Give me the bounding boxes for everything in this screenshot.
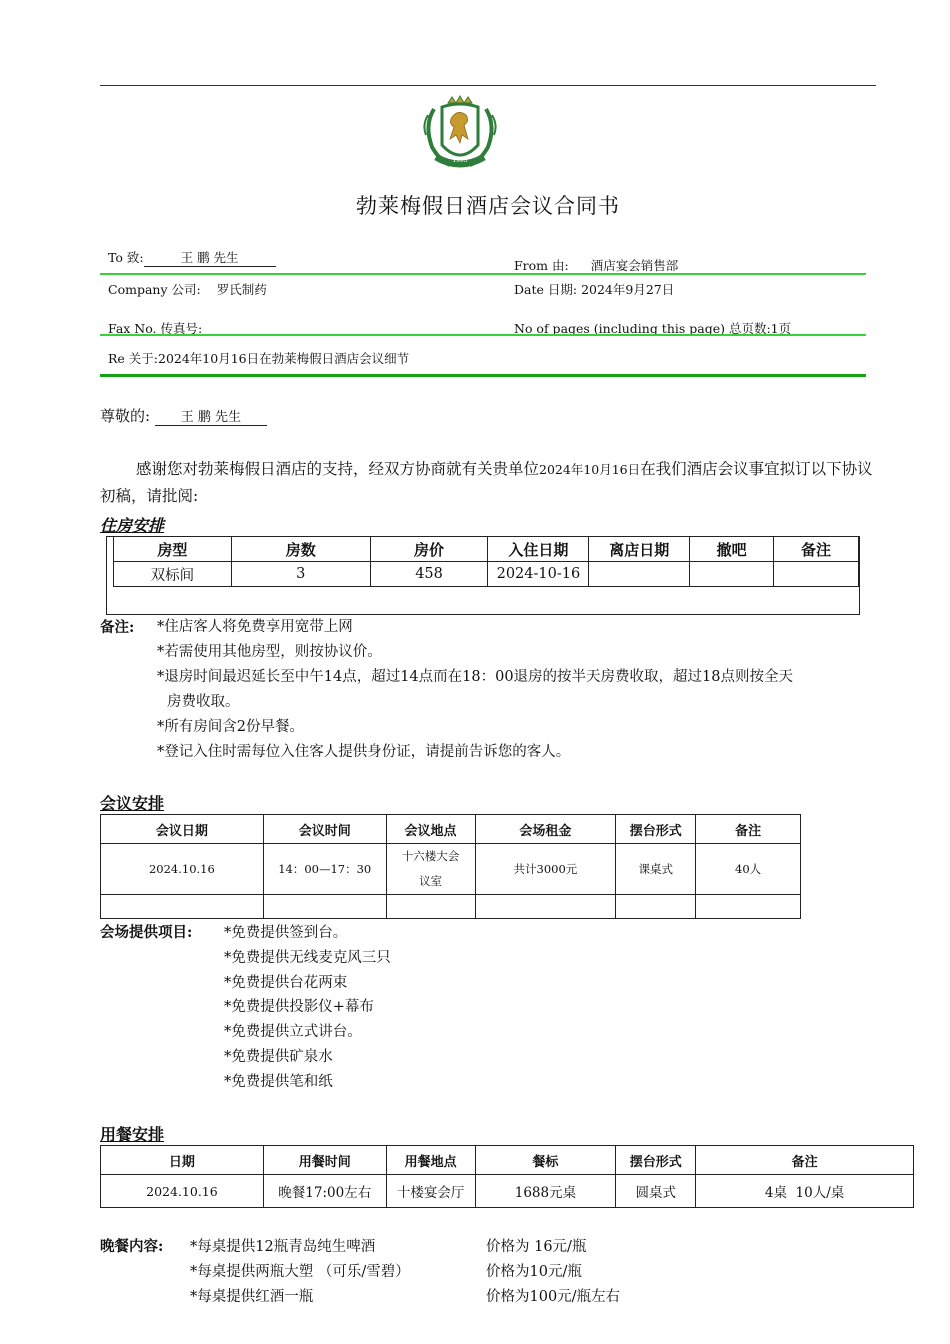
from-label: From 由: xyxy=(514,258,569,273)
dining-heading: 用餐安排 xyxy=(100,1125,165,1144)
column-header: 用餐时间 xyxy=(263,1146,386,1175)
table-header-row xyxy=(101,1146,914,1175)
table-header-row xyxy=(114,537,859,562)
column-header: 房价 xyxy=(370,537,488,562)
table-row xyxy=(114,562,859,587)
column-header: 房数 xyxy=(231,537,370,562)
intro-date: 2024年10月16日 xyxy=(539,462,641,477)
salutation xyxy=(100,405,267,426)
column-header: 备注 xyxy=(696,1146,914,1175)
crest-icon xyxy=(418,95,502,173)
intro-text: 感谢您对勃莱梅假日酒店的支持，经双方协商就有关贵单位 xyxy=(136,460,540,478)
table-cell: 晚餐17:00左右 xyxy=(263,1175,386,1208)
note-item: *登记入住时需每位入住客人提供身份证，请提前告诉您的客人。 xyxy=(157,744,571,760)
list-item: *每桌提供12瓶青岛纯生啤酒 xyxy=(190,1239,376,1255)
meeting-table xyxy=(100,814,801,919)
dinner-label: 晚餐内容: xyxy=(100,1238,164,1255)
to-value: 王 鹏 先生 xyxy=(144,248,276,267)
date-line xyxy=(514,280,674,298)
date-value: 2024年9月27日 xyxy=(581,282,675,297)
list-item: *每桌提供红酒一瓶 xyxy=(190,1288,314,1305)
table-cell: 课桌式 xyxy=(616,844,696,895)
table-cell: 2024.10.16 xyxy=(101,844,264,895)
table-cell: 十六楼大会议室 xyxy=(386,844,475,895)
price-item: 价格为 16元/瓶 xyxy=(486,1239,587,1255)
column-header: 备注 xyxy=(774,537,859,562)
price-item: 价格为100元/瓶左右 xyxy=(486,1288,621,1305)
re-line xyxy=(108,349,409,367)
rooms-notes-label: 备注: xyxy=(100,619,135,636)
list-item: *免费提供矿泉水 xyxy=(224,1048,333,1065)
table-cell: 2024-10-16 xyxy=(488,562,589,587)
to-label: To 致: xyxy=(108,250,144,265)
list-item: *免费提供签到台。 xyxy=(224,925,348,941)
list-item: *免费提供无线麦克风三只 xyxy=(224,949,391,966)
list-item: *免费提供立式讲台。 xyxy=(224,1024,362,1041)
column-header: 入住日期 xyxy=(488,537,589,562)
column-header: 备注 xyxy=(696,815,801,844)
rooms-table xyxy=(113,536,859,587)
dining-table xyxy=(100,1145,914,1208)
table-cell: 14：00—17：30 xyxy=(263,844,386,895)
venue-list xyxy=(224,921,391,1095)
table-cell xyxy=(690,562,774,587)
header-bottom-rule xyxy=(100,374,866,377)
table-cell: 共计3000元 xyxy=(475,844,616,895)
fax-label: Fax No. 传真号: xyxy=(108,321,203,336)
date-label: Date 日期: xyxy=(514,282,578,297)
note-item: 房费收取。 xyxy=(167,694,240,710)
column-header: 餐标 xyxy=(475,1146,616,1175)
column-header: 用餐地点 xyxy=(386,1146,475,1175)
note-item: *住店客人将免费享用宽带上网 xyxy=(157,619,353,635)
company-value: 罗氏制药 xyxy=(216,282,267,297)
table-row xyxy=(101,844,801,895)
list-item: *免费提供笔和纸 xyxy=(224,1073,333,1090)
table-cell: 1688元桌 xyxy=(475,1175,616,1208)
from-line xyxy=(514,256,678,274)
column-header: 撤吧 xyxy=(690,537,774,562)
document-title: 勃莱梅假日酒店会议合同书 xyxy=(356,194,620,218)
column-header: 房型 xyxy=(114,537,232,562)
column-header: 摆台形式 xyxy=(616,1146,696,1175)
meeting-heading: 会议安排 xyxy=(100,794,165,813)
table-cell xyxy=(774,562,859,587)
column-header: 会议地点 xyxy=(386,815,475,844)
intro-paragraph xyxy=(100,456,880,510)
column-header: 离店日期 xyxy=(589,537,690,562)
column-header: 日期 xyxy=(101,1146,264,1175)
list-item: *免费提供台花两束 xyxy=(224,974,348,991)
table-cell: 40人 xyxy=(696,844,801,895)
table-row xyxy=(101,895,801,919)
list-item: *每桌提供两瓶大塑 （可乐/雪碧） xyxy=(190,1263,410,1280)
salutation-name: 王 鹏 先生 xyxy=(155,406,267,426)
to-line xyxy=(108,248,276,267)
column-header: 会议时间 xyxy=(263,815,386,844)
column-header: 会场租金 xyxy=(475,815,616,844)
dinner-prices xyxy=(486,1235,620,1309)
table-cell xyxy=(589,562,690,587)
re-value: 2024年10月16日在勃莱梅假日酒店会议细节 xyxy=(158,351,410,366)
table-cell: 3 xyxy=(231,562,370,587)
price-item: 价格为10元/瓶 xyxy=(486,1263,582,1280)
pages-label: No of pages (including this page) 总页数:1页 xyxy=(514,321,792,336)
intro-text: 在我们酒店会议事宜拟订以下协议初稿，请批阅: xyxy=(100,460,873,505)
rooms-heading: 住房安排 xyxy=(100,516,165,535)
note-item: *所有房间含2份早餐。 xyxy=(157,719,304,735)
company-line xyxy=(108,280,267,298)
header-divider xyxy=(100,273,866,275)
note-item: *若需使用其他房型，则按协议价。 xyxy=(157,644,382,660)
logo-year: 1995 xyxy=(452,157,468,164)
hotel-logo xyxy=(418,95,502,173)
table-cell: 圆桌式 xyxy=(616,1175,696,1208)
column-header: 摆台形式 xyxy=(616,815,696,844)
table-cell: 双标间 xyxy=(114,562,232,587)
table-cell: 十楼宴会厅 xyxy=(386,1175,475,1208)
venue-label: 会场提供项目: xyxy=(100,924,193,941)
salutation-label: 尊敬的: xyxy=(100,407,151,425)
list-item: *免费提供投影仪+幕布 xyxy=(224,999,374,1016)
company-label: Company 公司: xyxy=(108,282,201,297)
rooms-notes xyxy=(157,615,793,765)
from-value: 酒店宴会销售部 xyxy=(590,258,679,273)
table-row xyxy=(101,1175,914,1208)
header-divider xyxy=(100,334,866,336)
table-cell: 2024.10.16 xyxy=(101,1175,264,1208)
column-header: 会议日期 xyxy=(101,815,264,844)
note-item: *退房时间最迟延长至中午14点，超过14点而在18：00退房的按半天房费收取，超过18点则按全天 xyxy=(157,669,793,685)
table-header-row xyxy=(101,815,801,844)
re-label: Re 关于: xyxy=(108,351,158,366)
table-cell: 4桌 10人/桌 xyxy=(696,1175,914,1208)
dinner-items xyxy=(190,1235,410,1309)
table-cell: 458 xyxy=(370,562,488,587)
top-rule xyxy=(100,85,876,86)
